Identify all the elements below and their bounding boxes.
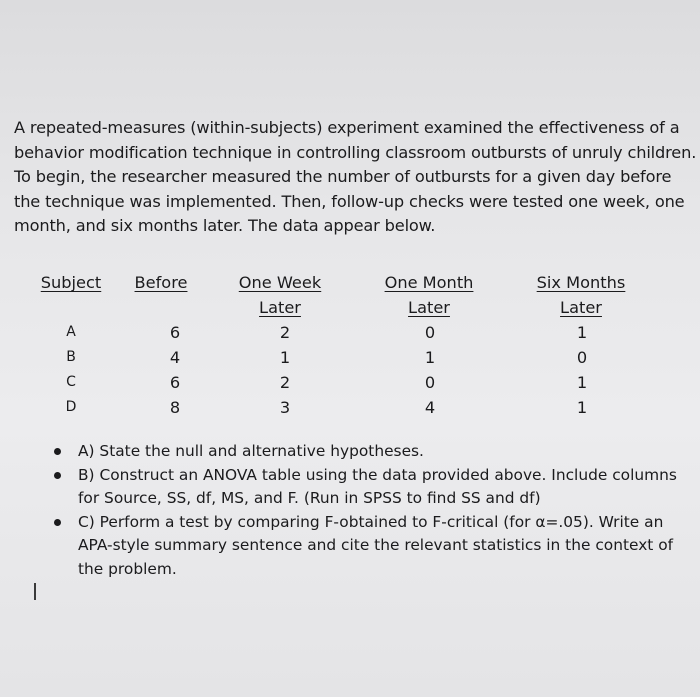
cell: 1: [424, 348, 436, 367]
question-item: [52, 464, 682, 511]
column-header: [230, 270, 330, 320]
cell: 3: [279, 398, 291, 417]
column-one-week: [230, 270, 330, 420]
header-line1: One Week: [238, 273, 322, 292]
header-line2: Later: [259, 298, 301, 317]
header-line2: Later: [560, 298, 602, 317]
column-values: [38, 320, 104, 420]
column-values: [240, 320, 330, 420]
problem-intro: A repeated-measures (within-subjects) experiment examined the effectiveness of a behavior modification technique in controlling classroom outbursts of unruly children. To begin, the researcher measured the number of outbursts for a given day before the technique was implemented. Then, follow-up checks were tested one week, one month, and six months later. The data appear below.: [14, 118, 697, 235]
column-before: [130, 270, 192, 420]
column-header: [130, 270, 192, 320]
question-text: B) Construct an ANOVA table using the data provided above. Include columns for Source, SS, df, MS, and F. (Run in SPSS to find SS and df): [78, 465, 677, 507]
header-line2: Later: [408, 298, 450, 317]
cell: 4: [424, 398, 436, 417]
header-line1: Six Months: [536, 273, 626, 292]
cell: 1: [576, 323, 588, 342]
question-text: C) Perform a test by comparing F-obtained to F-critical (for α=.05). Write an APA-style summary sentence and cite the relevant statistics in the context of the problem.: [78, 512, 674, 578]
bullet-icon: [54, 472, 61, 479]
column-values: [378, 320, 482, 420]
question-text: A) State the null and alternative hypotheses.: [78, 442, 424, 460]
cell: 0: [576, 348, 588, 367]
cell: C: [66, 374, 76, 390]
question-item: [52, 440, 682, 464]
cell: A: [66, 324, 76, 340]
header-line1: One Month: [384, 273, 474, 292]
column-subject: [38, 270, 104, 420]
cell: 4: [169, 348, 181, 367]
column-header: [376, 270, 482, 320]
column-six-months: [528, 270, 634, 420]
cell: 1: [576, 398, 588, 417]
question-item: [52, 511, 682, 582]
column-values: [530, 320, 634, 420]
question-list: [52, 440, 682, 581]
bullet-icon: [54, 448, 61, 455]
cell: D: [65, 399, 77, 415]
column-header: [38, 270, 104, 320]
cell: 0: [424, 323, 436, 342]
column-header: [528, 270, 634, 320]
cell: 8: [169, 398, 181, 417]
header-line1: Before: [134, 273, 188, 292]
text-cursor-icon: [34, 583, 36, 600]
header-line1: Subject: [40, 273, 102, 292]
bullet-icon: [54, 519, 61, 526]
column-values: [158, 320, 192, 420]
cell: 0: [424, 373, 436, 392]
cell: 1: [279, 348, 291, 367]
cell: B: [66, 349, 76, 365]
column-one-month: [376, 270, 482, 420]
cell: 6: [169, 323, 181, 342]
cell: 2: [279, 373, 291, 392]
cell: 2: [279, 323, 291, 342]
cell: 6: [169, 373, 181, 392]
cell: 1: [576, 373, 588, 392]
